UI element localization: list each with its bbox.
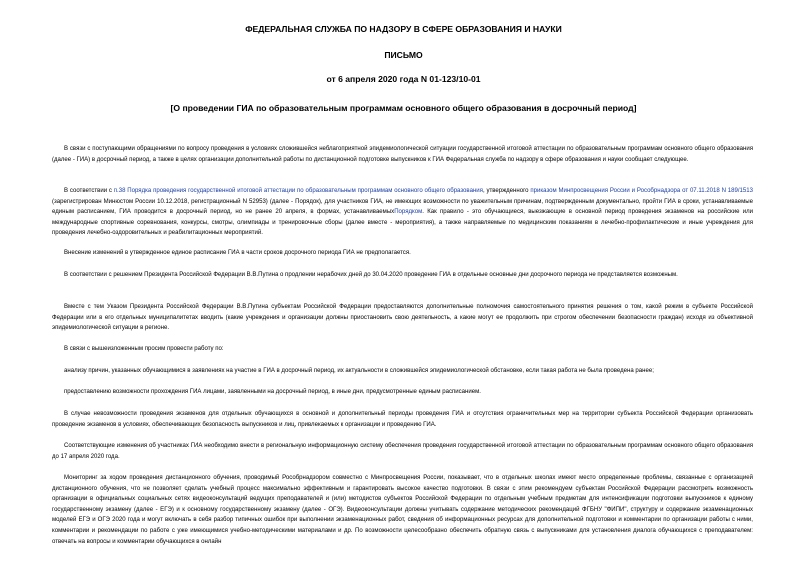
paragraph-procedure: В соответствии с п.38 Порядка проведения государственной итоговой аттестации по образовательным программам основного общего образования, утвержденного приказом Минпросвещения России и Рособрнадзора от 07.11.2018 N 189/1513 (зарегистрирован Минюстом России 10.12.2018, регистрационный N 52953) (далее - Порядок), для участников ГИА, не имеющих возможности по уважительным причинам, подтвержденным документально, пройти ГИА в сроки, устанавливаемые единым расписанием, ГИА проводится в досрочный период, но не ранее 20 апреля, в формах, устанавливаемыхПорядком. Как правило - это обучающиеся, выезжающие в основной период проведения экзаменов на российские или международные спортивные соревнования, конкурсы, смотры, олимпиады и тренировочные сборы (далее вместе - мероприятия), а также направляемые по медицинским показаниям в лечебно-профилактические и иные учреждения для проведения лечебно-оздоровительных и реабилитационных мероприятий. (52, 188, 754, 237)
paragraph-impossibility: В случае невозможности проведения экзаменов для отдельных обучающихся в основной и дополнительный периоды проведения ГИА и отсутствия ограничительных мер на территории субъекта Российской Федерации организовать проведение экзаменов в условиях, обеспечивающих безопасность выпускников и лиц, привлекаемых к организации и проведению ГИА. (52, 411, 753, 428)
paragraph-decree: Вместе с тем Указом Президента Российской Федерации В.В.Путина субъектам Российской Федерации предоставляются дополнительные полномочия самостоятельного принятия решения о том, какой режим в субъекте Российской Федерации или в его отдельных муниципалитетах вводить (какие учреждения и организации должны приостановить свою деятельность, а какие могут ее продолжить при строгом обеспечении безопасности граждан) исходя из объективной эпидемиологической ситуации в регионе. (52, 304, 753, 332)
doc-type-heading: ПИСЬМО (384, 50, 423, 60)
paragraph-changes: Соответствующие изменения об участниках ГИА необходимо внести в региональную информационную систему обеспечения проведения государственной итоговой аттестации по образовательным программам основного общего образования до 17 апреля 2020 года. (52, 443, 753, 460)
link-poryadok-p38[interactable]: п.38 Порядка проведения государственной итоговой аттестации по образовательным программам основного общего образования (113, 188, 483, 194)
paragraph-schedule: Внесение изменений в утвержденное единое расписание ГИА в части сроков досрочного периода ГИА не предполагается. (64, 250, 411, 256)
date-number-heading: от 6 апреля 2020 года N 01-123/10-01 (326, 74, 481, 84)
paragraph-analysis: анализу причин, указанных обучающимися в заявлениях на участие в ГИА в досрочный период, их актуальности в сложившейся эпидемиологической обстановке, если такая работа не была проведена ранее; (64, 368, 654, 374)
link-poryadok[interactable]: Порядком (394, 209, 423, 216)
paragraph-monitoring: Мониторинг за ходом проведения дистанционного обучения, проводимый Рособрнадзором совместно с Минпросвещения России, показывает, что в отдельных школах имеют место определенные проблемы, связанные с организацией дистанционного обучения, что не позволяет сделать учебный процесс максимально эффективным и гарантировать высокое качество подготовки. В связи с этим рекомендуем субъектам Российской Федерации рассмотреть возможность организации в официальных социальных сетях видеоконсультаций ведущих преподавателей и (или) методистов субъектов Российской Федерации по отдельным учебным предметам для интенсификации подготовки выпускников к единому государственному экзамену (далее - ЕГЭ) и к основному государственному экзамену (далее - ОГЭ). Видеоконсультации должны учитывать содержание методических рекомендаций ФГБНУ "ФИПИ", структуру и содержание экзаменационных моделей ЕГЭ и ОГЭ 2020 года и могут включать в себя разбор типичных ошибок при выполнении экзаменационных работ, сведения об информационных ресурсах для дополнительной подготовки и комментарии по организации работы с ними, комментарии и рекомендации по работе с уже имеющимися учебно-методическими материалами и др. По возможности целесообразно обеспечить обратную связь с выпускниками для установления диалога обучающихся с преподавателем: отвечать на вопросы и комментарии обучающихся в онлайн (52, 475, 753, 545)
paragraph-request: В связи с вышеизложенным просим провести работу по: (64, 346, 224, 352)
paragraph-president-decision: В соответствии с решением Президента Российской Федерации В.В.Путина о продлении нерабочих дней до 30.04.2020 проведение ГИА в отдельные основные дни досрочного периода не представляется возможным. (64, 272, 678, 278)
paragraph-intro: В связи с поступающими обращениями по вопросу проведения в условиях сложившейся неблагоприятной эпидемиологической ситуации государственной итоговой аттестации по образовательным программам основного общего образования (далее - ГИА) в досрочный период, а также в целях организации дополнительной работы по дистанционной подготовке выпускников к ГИА Федеральная служба по надзору в сфере образования и науки сообщает следующее. (52, 146, 753, 163)
paragraph-opportunity: предоставлению возможности прохождения ГИА лицами, заявленными на досрочный период, в иные дни, предусмотренные единым расписанием. (64, 389, 481, 395)
link-prikaz[interactable]: приказом Минпросвещения России и Рособрнадзора от 07.11.2018 N 189/1513 (530, 188, 754, 194)
agency-heading: ФЕДЕРАЛЬНАЯ СЛУЖБА ПО НАДЗОРУ В СФЕРЕ ОБРАЗОВАНИЯ И НАУКИ (245, 24, 562, 34)
document-title: [О проведении ГИА по образовательным программам основного общего образования в досрочный период] (170, 103, 637, 113)
